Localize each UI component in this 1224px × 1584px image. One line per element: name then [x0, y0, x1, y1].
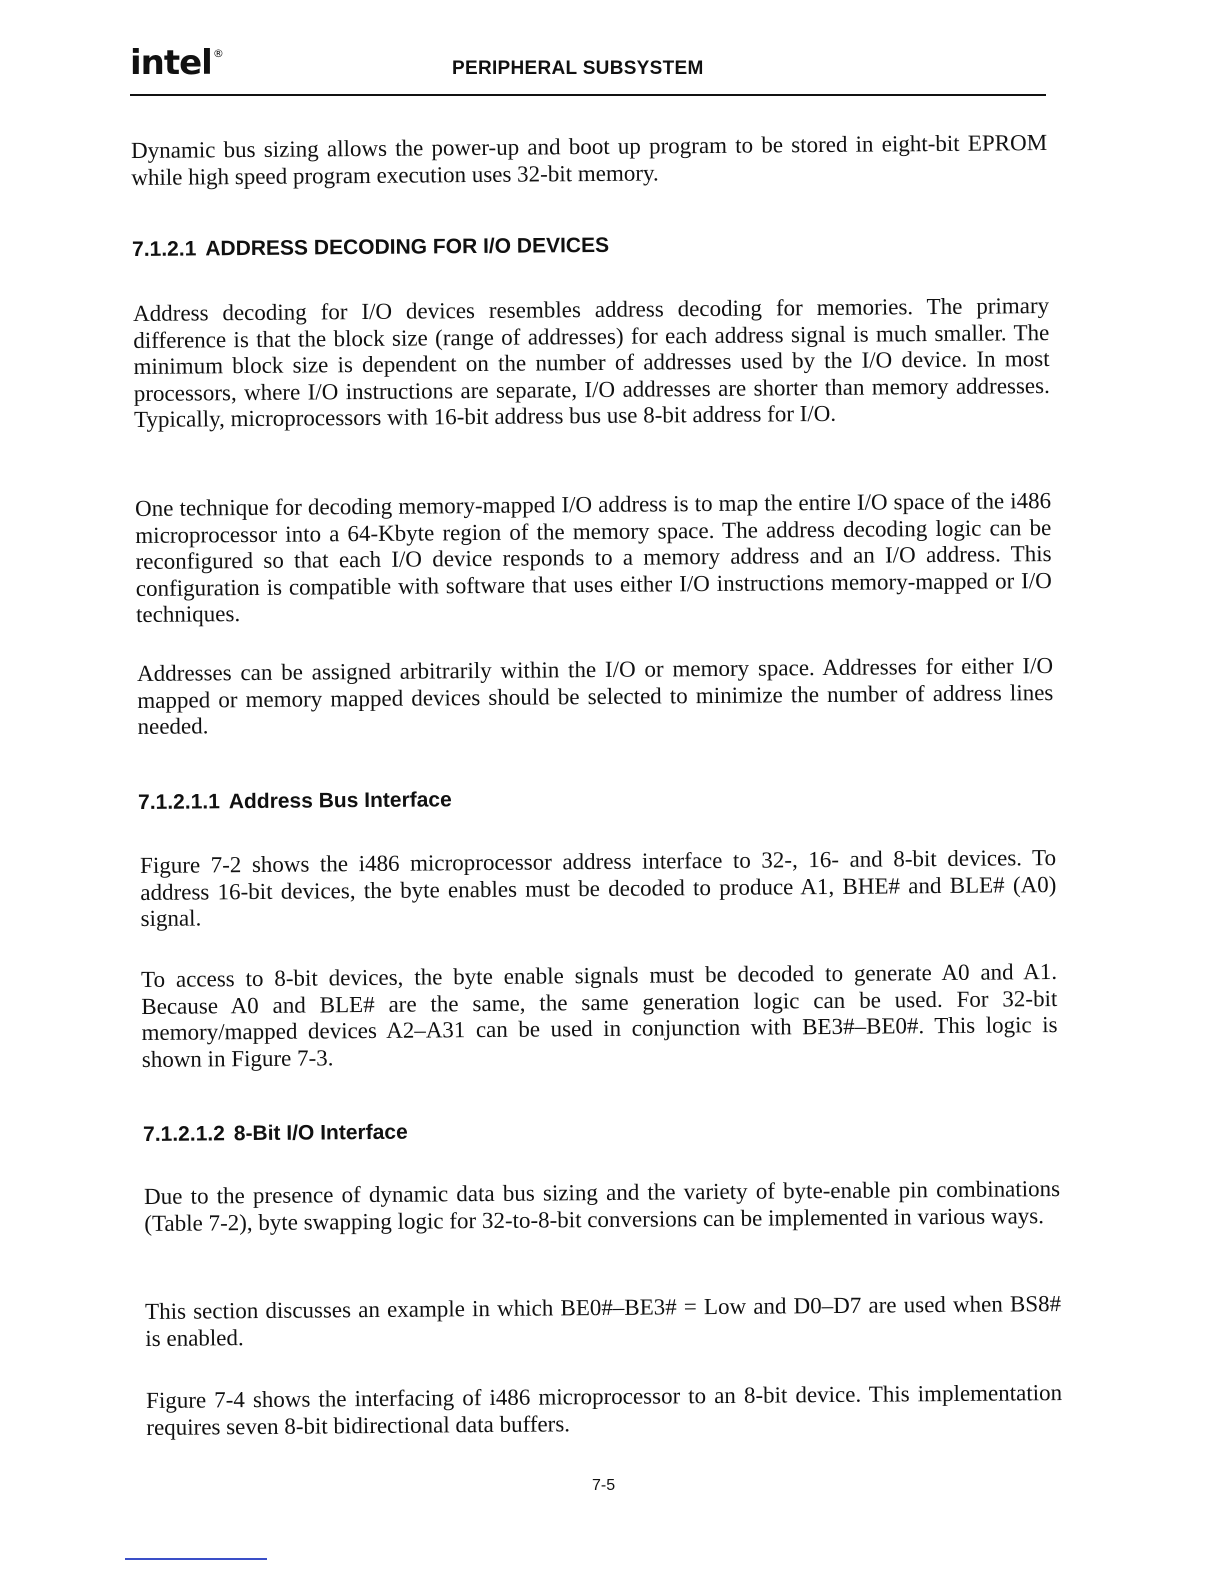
page-number: 7-5 [592, 1477, 616, 1494]
paragraph-address-decoding: Address decoding for I/O devices resembles address decoding for memories. The primary difference is that the block size (range of addresses) for each address signal is much smaller. The minimum block size is dependent on the number of addresses used by the I/O device. In most processors, where I/O instructions are separate, I/O addresses are shorter than memory addresses. Typically, microprocessors with 16-bit address bus use 8-bit address for I/O. [133, 293, 1050, 432]
paragraph-address-assignment: Addresses can be assigned arbitrarily within the I/O or memory space. Addresses for either I/O mapped or memory mapped devices should be selected to minimize the number of address lines needed. [137, 653, 1054, 739]
paragraph-byte-swapping: Due to the presence of dynamic data bus sizing and the variety of byte-enable pin combinations (Table 7-2), byte swapping logic for 32-to-8-bit conversions can be implemented in various ways. [144, 1176, 1061, 1236]
running-header-title: PERIPHERAL SUBSYSTEM [452, 58, 704, 79]
section-title: ADDRESS DECODING FOR I/O DEVICES [205, 233, 610, 261]
paragraph-intro: Dynamic bus sizing allows the power-up and boot up program to be stored in eight-bit EPROM while high speed program execution uses 32-bit memory. [131, 130, 1048, 190]
paragraph-8bit-device: Figure 7-4 shows the interfacing of i486 microprocessor to an 8-bit device. This implementation requires seven 8-bit bidirectional data buffers. [146, 1380, 1063, 1440]
paragraph-8bit-access: To access to 8-bit devices, the byte enable signals must be decoded to generate A0 and A1. Because A0 and BLE# are the same, the same generation logic can be used. For 32-bit memory/mapped devices A2–A31 can be used in conjunction with BE3#–BE0#. This logic is shown in Figure 7-3. [141, 959, 1058, 1072]
section-heading-7-1-2-1-1 [138, 788, 452, 815]
footer-rule [125, 1558, 267, 1560]
section-number: 7.1.2.1 [132, 237, 197, 261]
section-heading-7-1-2-1-2 [143, 1121, 408, 1147]
section-title: Address Bus Interface [228, 788, 452, 814]
paragraph-address-interface: Figure 7-2 shows the i486 microprocessor address interface to 32-, 16- and 8-bit devices. To address 16-bit devices, the byte enables must be decoded to produce A1, BHE# and BLE# (A0) signal. [140, 845, 1057, 931]
header-rule [130, 94, 1046, 96]
paragraph-memory-mapped-io: One technique for decoding memory-mapped I/O address is to map the entire I/O space of the i486 microprocessor into a 64-Kbyte region of the memory space. The address decoding logic can be reconfigured so that each I/O device responds to a memory address and an I/O address. This configuration is compatible with software that uses either I/O instructions memory-mapped or I/O techniques. [135, 488, 1052, 627]
section-title: 8-Bit I/O Interface [233, 1120, 408, 1146]
paragraph-example: This section discusses an example in which BE0#–BE3# = Low and D0–D7 are used when BS8# is enabled. [145, 1291, 1062, 1351]
section-heading-7-1-2-1 [132, 234, 609, 262]
section-number: 7.1.2.1.1 [138, 790, 220, 814]
section-number: 7.1.2.1.2 [143, 1122, 225, 1146]
registered-mark: ® [212, 47, 223, 60]
intel-logo-text: intel [130, 43, 212, 83]
intel-logo [130, 43, 223, 83]
